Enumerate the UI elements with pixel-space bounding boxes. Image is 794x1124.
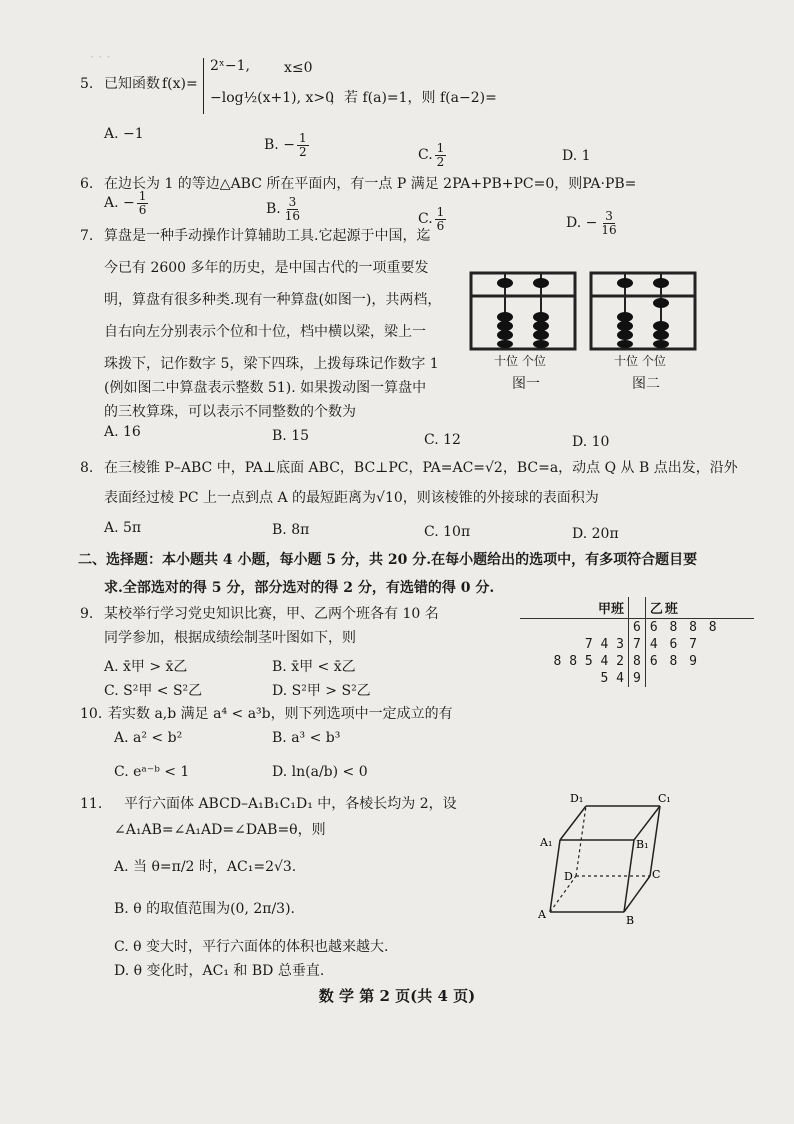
q11-option-a: A. 当 θ=π/2 时，AC₁=2√3.	[114, 859, 297, 875]
q5-option-c: C. $\frac{1}{2}$	[418, 141, 445, 169]
q10-option-b: B. a³ < b³	[272, 730, 341, 746]
stem-leaf-row: 7 4 3 7 4 6 7	[584, 637, 699, 652]
q5-option-b: B. − $\frac{1}{2}$	[264, 131, 307, 159]
vertex-label: B₁	[636, 838, 649, 851]
q8-option-b: B. 8π	[272, 522, 310, 538]
q6-option-d: D. − $\frac{3}{16}$	[566, 209, 617, 237]
section-2-header-line-1: 二、选择题：本小题共 4 小题，每小题 5 分，共 20 分.在每小题给出的选项中，有多项符合题目要	[78, 552, 698, 568]
q9-option-b: B. x̄甲 < x̄乙	[272, 659, 356, 675]
q6-option-a: A. − $\frac{1}{6}$	[104, 189, 147, 217]
abacus-figure-2	[588, 270, 698, 352]
q11-option-d: D. θ 变化时，AC₁ 和 BD 总垂直.	[114, 963, 325, 979]
vertex-label: C₁	[658, 792, 671, 805]
piecewise-brace	[203, 58, 207, 114]
q11-option-b: B. θ 的取值范围为(0, 2π/3).	[114, 901, 295, 917]
stem-header-left: 甲班	[520, 597, 629, 619]
q9-option-a: A. x̄甲 > x̄乙	[104, 659, 188, 675]
abacus-figure-1-labels: 十位 个位	[494, 354, 546, 368]
q5-tail: ，若 f(a)=1，则 f(a−2)=	[330, 90, 497, 106]
q5-fx: f(x)=	[162, 76, 198, 92]
q10-option-a: A. a² < b²	[114, 730, 183, 746]
q9-option-d: D. S²甲 > S²乙	[272, 683, 371, 699]
q7-number: 7.	[80, 228, 94, 244]
q7-line-1: 算盘是一种手动操作计算辅助工具.它起源于中国，迄	[104, 228, 431, 244]
abacus-figure-1-caption: 图一	[512, 376, 540, 392]
abacus-figure-2-labels: 十位 个位	[614, 354, 666, 368]
vertex-label: D₁	[570, 792, 584, 805]
vertex-label: D	[564, 870, 573, 883]
q7-option-a: A. 16	[104, 424, 141, 440]
q5-case1-cond: x≤0	[284, 60, 313, 76]
q8-line-2: 表面经过棱 PC 上一点到点 A 的最短距离为√10，则该棱锥的外接球的表面积为	[104, 490, 599, 506]
q11-number: 11.	[80, 796, 103, 812]
q11-line-2: ∠A₁AB=∠A₁AD=∠DAB=θ，则	[114, 822, 326, 838]
q7-line-3: 明，算盘有很多种类.现有一种算盘(如图一)，共两档，	[104, 292, 442, 308]
q5-number: 5.	[80, 76, 94, 92]
q5-case1-expr: 2ˣ−1,	[210, 58, 250, 74]
page-footer: 数 学 第 2 页(共 4 页)	[318, 987, 476, 1005]
q7-line-7: 的三枚算珠，可以表示不同整数的个数为	[104, 404, 356, 420]
q9-number: 9.	[80, 606, 94, 622]
q8-option-d: D. 20π	[572, 526, 619, 542]
section-2-header-line-2: 求.全部选对的得 5 分，部分选对的得 2 分，有选错的得 0 分.	[104, 580, 495, 596]
q7-line-5: 珠拨下，记作数字 5，梁下四珠，上拨每珠记作数字 1	[104, 356, 439, 372]
vertex-label: C	[652, 868, 661, 881]
q8-option-a: A. 5π	[104, 520, 142, 536]
q11-line-1: 平行六面体 ABCD–A₁B₁C₁D₁ 中，各棱长均为 2，设	[124, 796, 457, 812]
q7-option-c: C. 12	[424, 432, 461, 448]
vertex-label: A	[538, 908, 546, 921]
q7-option-d: D. 10	[572, 434, 610, 450]
q10-option-d: D. ln(a/b) < 0	[272, 764, 368, 780]
q7-line-6: (例如图二中算盘表示整数 51). 如果拨动图一算盘中	[104, 380, 427, 396]
stem-leaf-row: 6 6 8 8 8	[520, 619, 754, 637]
abacus-figure-2-caption: 图二	[632, 376, 660, 392]
vertex-label: A₁	[540, 836, 553, 849]
bleed-through-text: · · ·	[90, 50, 111, 65]
parallelepiped-figure	[538, 790, 678, 930]
q8-line-1: 在三棱锥 P–ABC 中，PA⊥底面 ABC，BC⊥PC，PA=AC=√2，BC=a，动点 Q 从 B 点出发，沿外	[104, 460, 738, 476]
q10-option-c: C. eᵃ⁻ᵇ < 1	[114, 764, 190, 780]
stem-leaf-header	[520, 597, 754, 619]
q5-option-a: A. −1	[104, 126, 144, 142]
q6-option-c: C. $\frac{1}{6}$	[418, 205, 445, 233]
q5-lead: 已知函数	[104, 76, 160, 92]
stem-leaf-row: 5 4 9	[520, 670, 754, 687]
q10-number: 10.	[80, 706, 103, 722]
vertex-label: B	[626, 914, 635, 927]
stem-leaf-row: 8 8 5 4 2 8 6 8 9	[553, 654, 699, 669]
q6-option-b: B. $\frac{3}{16}$	[266, 195, 301, 223]
q8-option-c: C. 10π	[424, 524, 471, 540]
q7-line-4: 自右向左分别表示个位和十位，档中横以梁，梁上一	[104, 324, 426, 340]
q11-option-c: C. θ 变大时，平行六面体的体积也越来越大.	[114, 939, 389, 955]
q5-case2-expr: −log½(x+1), x>0	[210, 90, 335, 106]
q6-text: 在边长为 1 的等边△ABC 所在平面内，有一点 P 满足 2PA+PB+PC=0，则PA·PB=	[104, 176, 637, 192]
stem-leaf-plot	[520, 597, 754, 687]
q7-line-2: 今已有 2600 多年的历史，是中国古代的一项重要发	[104, 260, 429, 276]
abacus-figure-1	[468, 270, 578, 352]
stem-header-mid	[629, 597, 646, 619]
q9-line-1: 某校举行学习党史知识比赛，甲、乙两个班各有 10 名	[104, 606, 439, 622]
q7-option-b: B. 15	[272, 428, 310, 444]
q6-number: 6.	[80, 176, 94, 192]
q10-text: 若实数 a,b 满足 a⁴ < a³b，则下列选项中一定成立的有	[108, 706, 453, 722]
q8-number: 8.	[80, 460, 94, 476]
q9-option-c: C. S²甲 < S²乙	[104, 683, 203, 699]
q5-option-d: D. 1	[562, 148, 591, 164]
stem-header-right: 乙班	[645, 597, 754, 619]
q9-line-2: 同学参加，根据成绩绘制茎叶图如下，则	[104, 630, 356, 646]
